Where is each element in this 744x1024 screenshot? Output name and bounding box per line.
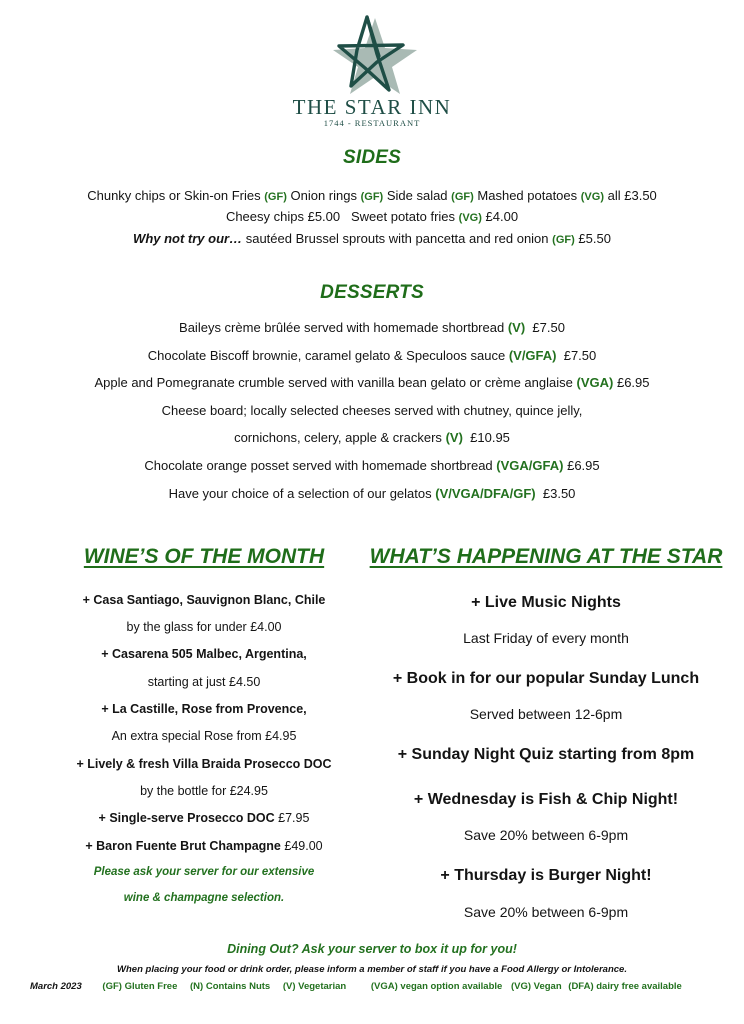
dessert-item: [0, 458, 744, 473]
logo: [0, 14, 744, 128]
wine-line: + Casarena 505 Malbec, Argentina,: [101, 647, 307, 661]
side-item: Side salad: [386, 188, 448, 203]
menu-date: March 2023: [30, 981, 82, 992]
dessert-text: Apple and Pomegranate crumble served with vanilla bean gelato or crème anglaise: [94, 375, 573, 390]
side-price: £4.00: [485, 209, 519, 224]
event-line: Last Friday of every month: [463, 630, 629, 646]
event-line: Save 20% between 6-9pm: [463, 904, 629, 920]
wine-line: + La Castille, Rose from Provence,: [101, 702, 307, 716]
dessert-text: Chocolate Biscoff brownie, caramel gelato & Speculoos sauce: [147, 348, 506, 363]
dessert-item: [0, 348, 744, 363]
sides-title: SIDES: [342, 147, 402, 168]
diet-tag: (VG): [458, 212, 482, 224]
key-item: (VGA) vegan option available: [370, 981, 503, 992]
dessert-item: [0, 486, 744, 501]
wine-line: [44, 811, 364, 825]
allergy-note: When placing your food or drink order, please inform a member of staff if you have a Food Allergy or Intolerance.: [117, 964, 627, 975]
side-item: Chunky chips or Skin-on Fries: [87, 188, 261, 203]
dessert-text: Have your choice of a selection of our gelatos: [168, 486, 432, 501]
dessert-price: £6.95: [567, 458, 600, 473]
wine-line: + Lively & fresh Villa Braida Prosecco DOC: [76, 757, 332, 771]
wine-line: by the glass for under £4.00: [126, 620, 282, 634]
key-item: (N) Contains Nuts: [190, 981, 271, 992]
wines-title: WINE’S OF THE MONTH: [83, 545, 325, 568]
side-item: Sweet potato fries: [350, 209, 456, 224]
wine-line: [44, 839, 364, 853]
key-item: (VG) Vegan: [510, 981, 562, 992]
diet-tag: (V): [507, 320, 526, 335]
event-line: + Book in for our popular Sunday Lunch: [392, 670, 700, 687]
brand-name: THE STAR INN: [292, 95, 452, 119]
star-icon: [317, 14, 427, 96]
diet-tag: (V/VGA/DFA/GF): [435, 486, 536, 501]
key-item: (DFA) dairy free available: [568, 981, 682, 992]
dessert-item: [0, 430, 744, 445]
events-section: [366, 545, 726, 925]
sides-line-3: [0, 231, 744, 246]
sides-line-2: [0, 209, 744, 224]
dessert-price: £7.50: [532, 320, 565, 335]
side-item: Mashed potatoes: [477, 188, 578, 203]
event-line: + Sunday Night Quiz starting from 8pm: [397, 746, 695, 763]
event-line: Served between 12-6pm: [469, 706, 623, 722]
dessert-text: Baileys crème brûlée served with homemade shortbread: [179, 320, 505, 335]
dessert-item: [0, 320, 744, 335]
wine-price: £49.00: [284, 839, 323, 853]
wine-price: £7.95: [278, 811, 310, 825]
wine-name: + Baron Fuente Brut Champagne: [85, 839, 281, 853]
wine-line: + Casa Santiago, Sauvignon Blanc, Chile: [82, 593, 326, 607]
dessert-text: Chocolate orange posset served with homemade shortbread: [144, 458, 493, 473]
side-price: all £3.50: [607, 188, 657, 203]
desserts-title: DESSERTS: [320, 282, 424, 303]
wine-line: starting at just £4.50: [147, 675, 261, 689]
wine-note: Please ask your server for our extensive: [93, 866, 315, 878]
event-line: + Wednesday is Fish & Chip Night!: [413, 791, 679, 808]
side-item: Onion rings: [290, 188, 357, 203]
dessert-item: [0, 375, 744, 390]
wines-section: [44, 545, 364, 925]
dining-out-note: Dining Out? Ask your server to box it up for you!: [227, 942, 517, 956]
dessert-price: £3.50: [542, 486, 576, 501]
event-line: + Live Music Nights: [471, 594, 621, 611]
diet-tag: (VG): [580, 191, 604, 203]
event-line: Save 20% between 6-9pm: [463, 827, 629, 843]
diet-tag: (GF): [451, 191, 474, 203]
events-title: WHAT’S HAPPENING AT THE STAR: [369, 545, 723, 568]
wine-note: wine & champagne selection.: [123, 892, 285, 904]
sides-line-1: [0, 188, 744, 203]
side-price: £5.50: [578, 231, 611, 246]
diet-tag: (GF): [264, 191, 287, 203]
wine-line: by the bottle for £24.95: [140, 784, 268, 798]
dessert-price: £10.95: [470, 430, 510, 445]
event-line: + Thursday is Burger Night!: [440, 867, 652, 884]
dessert-item: [0, 403, 744, 418]
diet-tag: (VGA): [576, 375, 614, 390]
key-item: (V) Vegetarian: [282, 981, 347, 992]
suggestion-lead: Why not try our…: [133, 231, 243, 246]
diet-tag: (VGA/GFA): [496, 458, 564, 473]
diet-tag: (V): [445, 430, 463, 445]
dessert-text: Cheese board; locally selected cheeses served with chutney, quince jelly,: [161, 403, 583, 418]
diet-tag: (GF): [552, 234, 575, 246]
side-item: Cheesy chips £5.00: [225, 209, 341, 224]
diet-tag: (GF): [360, 191, 384, 203]
brand-subtitle: 1744 - RESTAURANT: [323, 118, 421, 128]
dessert-price: £7.50: [563, 348, 597, 363]
wine-line: An extra special Rose from £4.95: [111, 729, 297, 743]
dessert-text: cornichons, celery, apple & crackers: [234, 430, 442, 445]
dessert-price: £6.95: [616, 375, 650, 390]
key-item: (GF) Gluten Free: [102, 981, 178, 992]
diet-tag: (V/GFA): [508, 348, 557, 363]
side-item: sautéed Brussel sprouts with pancetta and red onion: [245, 231, 549, 246]
dietary-key: [30, 981, 692, 992]
wine-name: + Single-serve Prosecco DOC: [98, 811, 275, 825]
